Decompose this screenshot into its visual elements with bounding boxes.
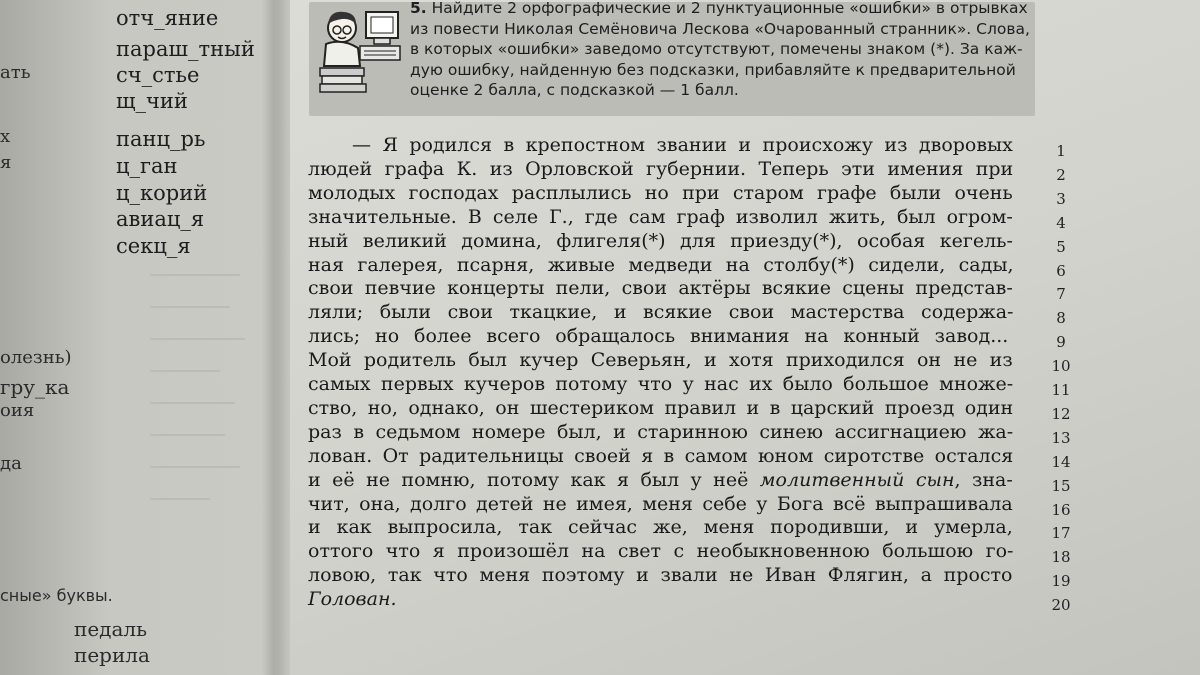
left-fragment: да bbox=[0, 453, 22, 474]
task-line: в которых «ошибки» заведомо отсутствуют, помечены знаком (*). За каж- bbox=[410, 40, 1023, 58]
line-number: 2 bbox=[1056, 165, 1066, 184]
word-item: параш_тный bbox=[116, 37, 255, 61]
line-number: 14 bbox=[1051, 452, 1071, 471]
text-line: молодых господах расплылись но при старом графе были очень bbox=[308, 181, 1013, 204]
text-line: и её не помню, потому как я был у неё молитвенный сын, зна- bbox=[308, 468, 1013, 491]
text-line: оттого что я произошёл на свет с необыкновенною большою го- bbox=[308, 540, 1014, 563]
line-number: 1 bbox=[1056, 142, 1066, 160]
line-number: 18 bbox=[1051, 548, 1071, 567]
word-item: сч_стье bbox=[116, 63, 200, 87]
text-line: ная галерея, псарня, живые медведи на столбу(*) сидели, сады, bbox=[308, 253, 1014, 276]
left-fragment: гру_ка bbox=[0, 375, 70, 399]
line-number: 4 bbox=[1056, 213, 1066, 232]
task-instructions bbox=[410, 0, 1030, 101]
text-line: ловою, так что меня поэтому и звали не Иван Флягин, а просто bbox=[308, 564, 1013, 587]
word-item: секц_я bbox=[116, 234, 191, 258]
text-line: значительные. В селе Г., где сам граф изволил жить, был огром- bbox=[308, 205, 1013, 228]
task-line: дую ошибку, найденную без подсказки, прибавляйте к предварительной bbox=[410, 60, 1016, 79]
line-number: 19 bbox=[1051, 572, 1071, 591]
text-line: ство, но, однако, он шестериком правил и в царский проезд один bbox=[308, 396, 1014, 419]
text-line: раз в седьмом номере был, и старинною синею ассигнациею жа- bbox=[308, 420, 1014, 443]
text-line: людей графа К. из Орловской губернии. Теперь эти имения при bbox=[308, 157, 1014, 180]
left-fragment: сные» буквы. bbox=[0, 586, 113, 605]
line-number: 13 bbox=[1051, 428, 1071, 447]
line-number: 10 bbox=[1051, 357, 1071, 376]
left-fragment: я bbox=[0, 152, 12, 173]
word-item: авиац_я bbox=[116, 207, 205, 231]
line-number: 17 bbox=[1051, 524, 1071, 543]
left-fragment: х bbox=[0, 126, 11, 147]
left-fragment: перила bbox=[74, 643, 150, 667]
left-fragment: ать bbox=[0, 62, 31, 83]
line-number: 8 bbox=[1056, 309, 1066, 328]
student-at-computer-icon bbox=[316, 4, 404, 96]
text-line: Мой родитель был кучер Северьян, и хотя приходился он не из bbox=[308, 349, 1013, 372]
text-line: — Я родился в крепостном звании и происхожу из дворовых bbox=[352, 134, 1013, 156]
text-line: чит, она, долго детей не имея, меня себе у Бога всё выпрашивала bbox=[308, 492, 1013, 515]
word-item: отч_яние bbox=[116, 6, 219, 30]
task-line: из повести Николая Семёновича Лескова «Очарованный странник». Слова, bbox=[410, 19, 1030, 38]
task-number: 5. bbox=[410, 0, 427, 17]
book-gutter bbox=[262, 0, 292, 675]
task-line: 5. Найдите 2 орфографические и 2 пунктуационные «ошибки» в отрывках bbox=[410, 0, 1028, 17]
text-line: Голован. bbox=[308, 588, 397, 611]
line-number: 5 bbox=[1056, 237, 1066, 256]
text-line: самых первых кучеров потому что у нас их было большое множе- bbox=[308, 373, 1014, 395]
text-line: лись; но более всего обращалось внимания на конный завод... bbox=[308, 325, 1009, 348]
text-line: ный великий домина, флигеля(*) для приезду(*), особая кегель- bbox=[308, 229, 1013, 252]
left-fragment: оия bbox=[0, 400, 35, 421]
left-page bbox=[0, 0, 275, 675]
text-line: лован. От радительницы своей я в самом юном сиротстве остался bbox=[308, 444, 1014, 467]
line-number: 7 bbox=[1056, 285, 1066, 304]
text-line: свои певчие концерты пели, свои актёры всякие сцены представ- bbox=[308, 277, 1013, 300]
task-line: оценке 2 балла, с подсказкой — 1 балл. bbox=[410, 81, 739, 99]
line-number: 9 bbox=[1056, 333, 1066, 352]
word-item: ц_корий bbox=[116, 181, 208, 205]
left-fragment: педаль bbox=[74, 617, 147, 641]
line-number: 20 bbox=[1051, 596, 1071, 615]
line-number: 16 bbox=[1051, 500, 1071, 519]
line-number: 6 bbox=[1056, 261, 1066, 280]
word-item: ц_ган bbox=[116, 154, 178, 178]
show-through-text bbox=[150, 260, 270, 580]
word-item: щ_чий bbox=[116, 89, 188, 113]
line-number: 11 bbox=[1051, 381, 1071, 399]
text-line: ляли; были свои ткацкие, и всякие свои мастерства содержа- bbox=[308, 301, 1014, 324]
word-item: панц_рь bbox=[116, 127, 206, 151]
left-fragment: олезнь) bbox=[0, 347, 72, 368]
line-number: 15 bbox=[1051, 476, 1071, 495]
line-number: 12 bbox=[1051, 404, 1071, 423]
text-line: и как выпросила, так сейчас же, меня породивши, и умерла, bbox=[308, 516, 1013, 539]
line-number: 3 bbox=[1056, 189, 1066, 208]
